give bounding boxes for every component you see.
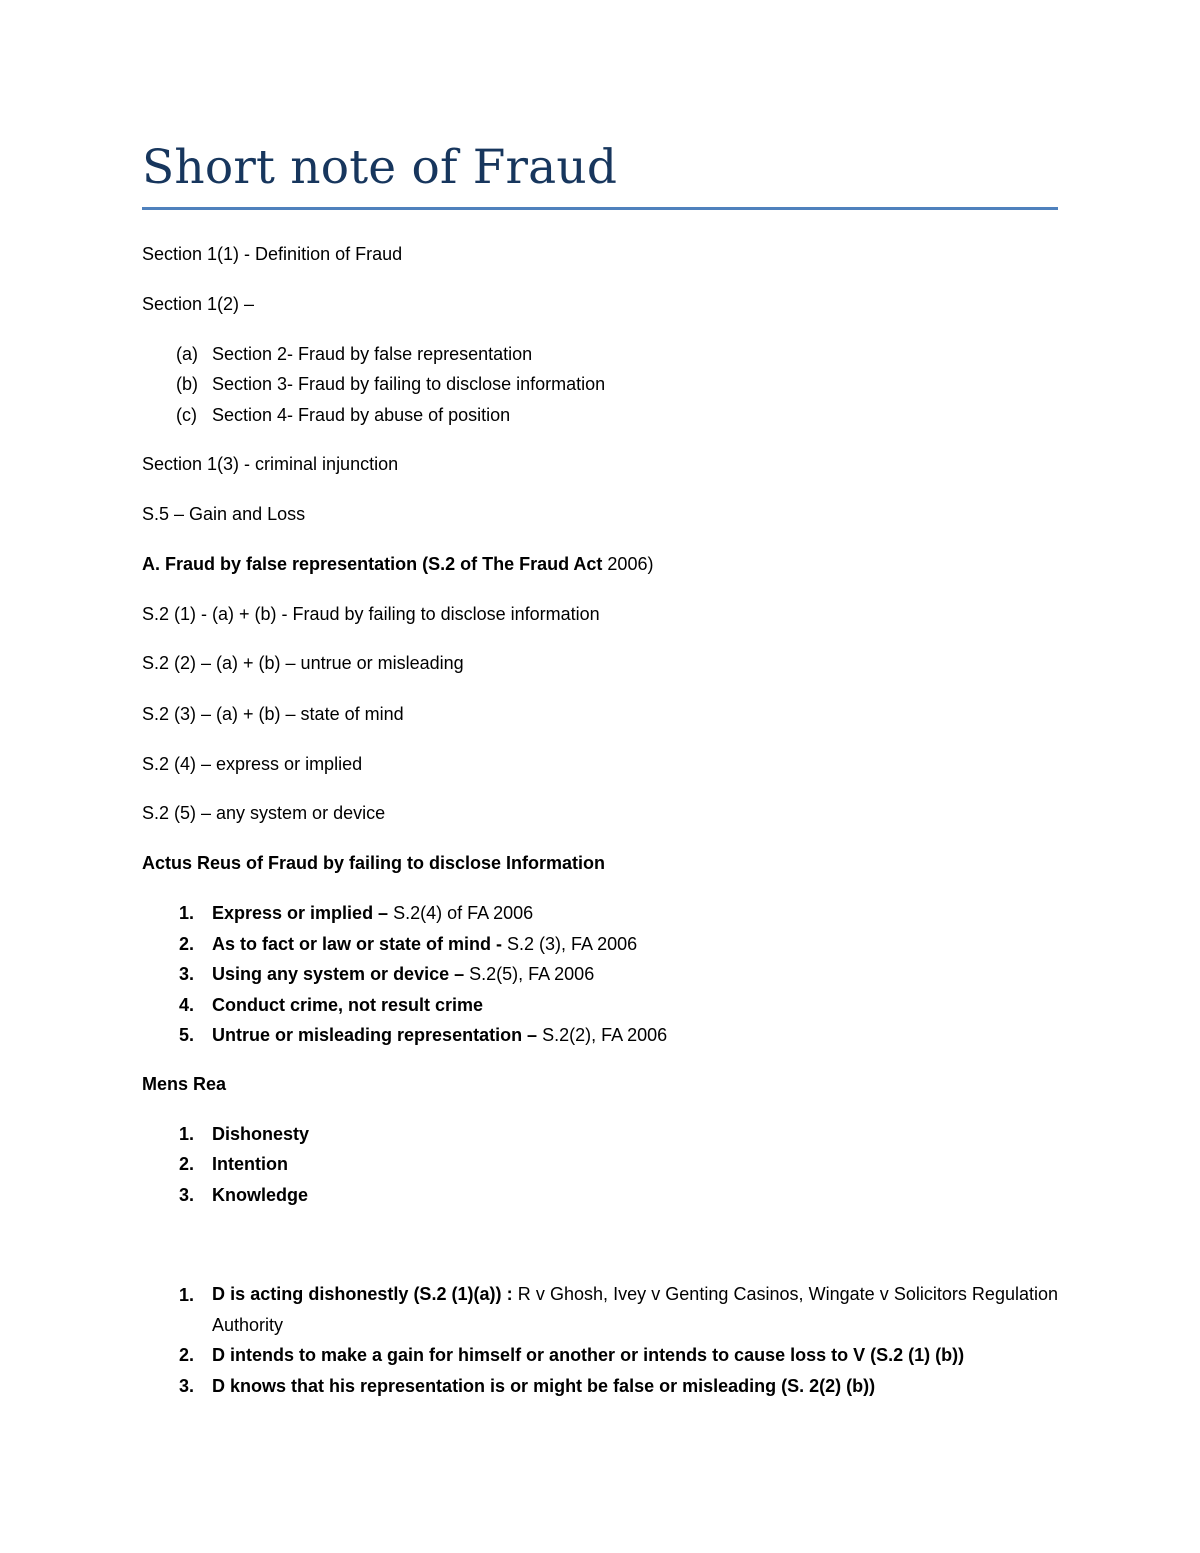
paragraph-line: S.5 – Gain and Loss [142,504,306,524]
mens-rea-heading: Mens Rea [142,1074,227,1094]
list-item-bold: Using any system or device – [212,964,470,984]
section-a-heading-year: 2006) [607,554,654,574]
s2-line: S.2 (2) – (a) + (b) – untrue or misleading [142,653,464,673]
list-item-bold: D is acting dishonestly (S.2 (1)(a)) : [212,1284,518,1304]
list-item: Section 2- Fraud by false representation [212,344,533,364]
list-number: 2. [178,934,194,954]
s2-line: S.2 (1) - (a) + (b) - Fraud by failing to disclose information [142,604,600,624]
list-item [212,994,483,1016]
list-number: 3. [178,1376,194,1396]
list-item [212,933,637,955]
list-item-bold: Untrue or misleading representation – [212,1025,543,1045]
list-number: 1. [178,1285,194,1305]
list-item: Section 3- Fraud by failing to disclose information [212,374,606,394]
list-number: 5. [178,1025,194,1045]
section-a-heading-bold: A. Fraud by false representation (S.2 of The Fraud Act [142,554,608,574]
s2-line: S.2 (5) – any system or device [142,803,386,823]
section-a-heading [142,553,653,575]
list-item: D knows that his representation is or might be false or misleading (S. 2(2) (b)) [212,1376,876,1396]
list-item-ref: S.2(5), FA 2006 [469,964,595,984]
s2-line: S.2 (4) – express or implied [142,754,363,774]
list-number: 4. [178,995,194,1015]
list-item: Dishonesty [212,1124,310,1144]
list-item-ref: S.2(2), FA 2006 [542,1025,668,1045]
overview-line: Section 1(1) - Definition of Fraud [142,244,403,264]
list-number: 3. [178,1185,194,1205]
list-number: 2. [178,1345,194,1365]
page-title: Short note of Fraud [142,140,618,195]
list-item-cases: R v Ghosh, Ivey v Genting Casinos, Wingate v Solicitors Regulation Authority [212,1284,1058,1335]
list-number: 2. [178,1154,194,1174]
list-label: (c) [176,405,197,425]
list-item [212,963,594,985]
list-item: Section 4- Fraud by abuse of position [212,405,511,425]
list-item [212,902,533,924]
actus-reus-heading: Actus Reus of Fraud by failing to disclose Information [142,853,606,873]
list-item: Intention [212,1154,288,1174]
list-item: Knowledge [212,1185,309,1205]
title-underline [142,207,1058,210]
list-item-ref: S.2 (3), FA 2006 [507,934,638,954]
overview-line: Section 1(2) – [142,294,255,314]
list-label: (a) [176,344,198,364]
list-item [212,1024,667,1046]
list-item [212,1279,1058,1341]
list-item-bold: As to fact or law or state of mind - [212,934,508,954]
list-number: 1. [178,903,194,923]
list-number: 1. [178,1124,194,1144]
list-item-ref: S.2(4) of FA 2006 [393,903,534,923]
list-item-bold: Express or implied – [212,903,394,923]
list-item: D intends to make a gain for himself or another or intends to cause loss to V (S.2 (1) (b)) [212,1345,965,1365]
list-number: 3. [178,964,194,984]
list-label: (b) [176,374,198,394]
s2-line: S.2 (3) – (a) + (b) – state of mind [142,704,404,724]
list-item-bold: Conduct crime, not result crime [212,995,484,1015]
paragraph-line: Section 1(3) - criminal injunction [142,454,399,474]
